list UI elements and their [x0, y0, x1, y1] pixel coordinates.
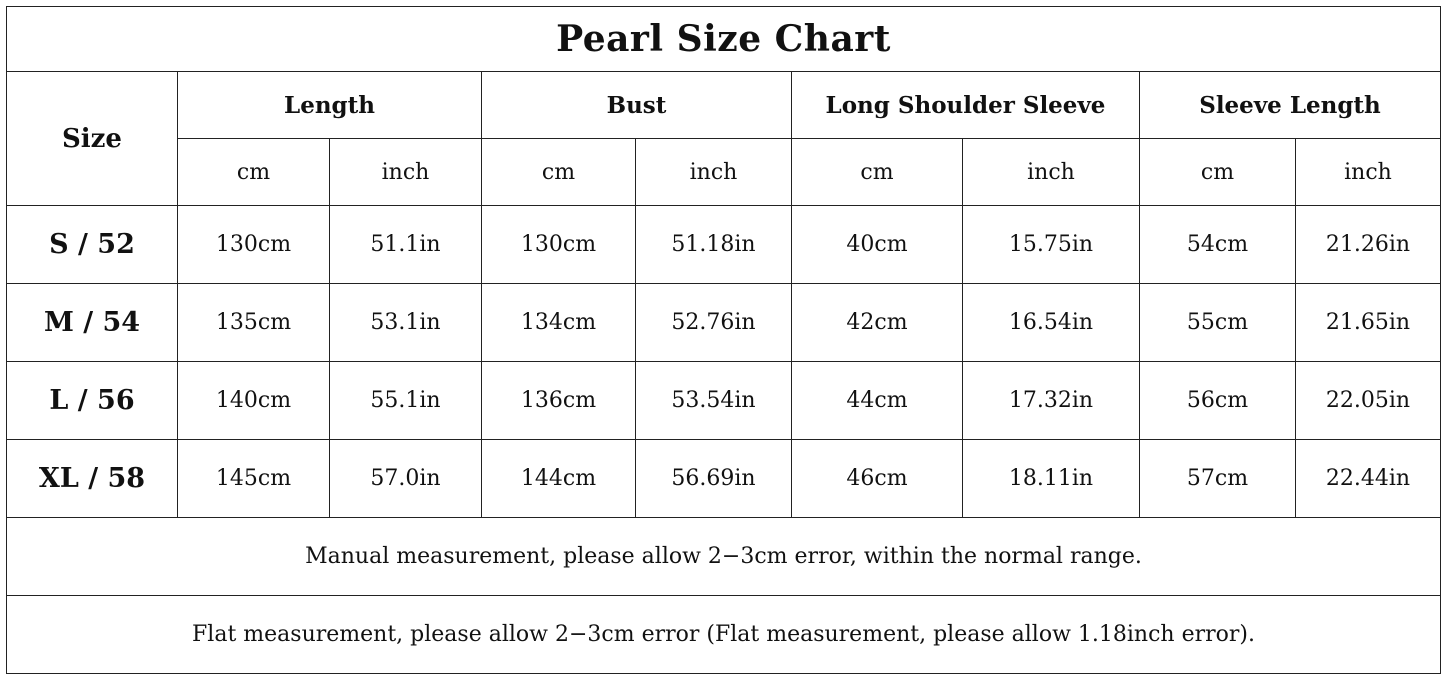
table-cell: 135cm	[178, 284, 330, 362]
table-cell: 55.1in	[330, 362, 482, 440]
table-cell: 130cm	[178, 206, 330, 284]
table-cell: 52.76in	[636, 284, 792, 362]
table-cell: 145cm	[178, 440, 330, 518]
group-header-length: Length	[178, 72, 482, 139]
table-cell: 22.44in	[1296, 440, 1441, 518]
unit-header: cm	[792, 139, 963, 206]
table-cell: 42cm	[792, 284, 963, 362]
size-label: M / 54	[7, 284, 178, 362]
table-row	[7, 206, 1441, 284]
table-cell: 136cm	[482, 362, 636, 440]
table-cell: 57cm	[1140, 440, 1296, 518]
table-cell: 56cm	[1140, 362, 1296, 440]
table-cell: 16.54in	[963, 284, 1140, 362]
note-manual-measurement: Manual measurement, please allow 2−3cm error, within the normal range.	[7, 518, 1441, 596]
group-header-sleeve-length: Sleeve Length	[1140, 72, 1441, 139]
table-cell: 140cm	[178, 362, 330, 440]
size-chart	[6, 6, 1440, 670]
table-cell: 40cm	[792, 206, 963, 284]
table-cell: 18.11in	[963, 440, 1140, 518]
table-cell: 46cm	[792, 440, 963, 518]
table-cell: 53.54in	[636, 362, 792, 440]
table-cell: 53.1in	[330, 284, 482, 362]
size-column-header: Size	[7, 72, 178, 206]
table-cell: 57.0in	[330, 440, 482, 518]
size-chart-table	[6, 6, 1441, 674]
unit-header: inch	[1296, 139, 1441, 206]
table-row	[7, 362, 1441, 440]
size-label: S / 52	[7, 206, 178, 284]
note-flat-measurement: Flat measurement, please allow 2−3cm error (Flat measurement, please allow 1.18inch error).	[7, 596, 1441, 674]
size-label: L / 56	[7, 362, 178, 440]
unit-header: cm	[178, 139, 330, 206]
table-cell: 54cm	[1140, 206, 1296, 284]
table-cell: 17.32in	[963, 362, 1140, 440]
table-cell: 51.1in	[330, 206, 482, 284]
table-cell: 44cm	[792, 362, 963, 440]
group-header-bust: Bust	[482, 72, 792, 139]
chart-title: Pearl Size Chart	[7, 7, 1441, 72]
unit-header: cm	[1140, 139, 1296, 206]
unit-header: cm	[482, 139, 636, 206]
table-cell: 21.65in	[1296, 284, 1441, 362]
unit-header: inch	[963, 139, 1140, 206]
table-cell: 56.69in	[636, 440, 792, 518]
table-row	[7, 440, 1441, 518]
table-row	[7, 284, 1441, 362]
table-cell: 22.05in	[1296, 362, 1441, 440]
group-header-long-shoulder-sleeve: Long Shoulder Sleeve	[792, 72, 1140, 139]
unit-header: inch	[636, 139, 792, 206]
table-cell: 21.26in	[1296, 206, 1441, 284]
size-label: XL / 58	[7, 440, 178, 518]
table-cell: 144cm	[482, 440, 636, 518]
table-cell: 55cm	[1140, 284, 1296, 362]
table-cell: 15.75in	[963, 206, 1140, 284]
unit-header: inch	[330, 139, 482, 206]
table-cell: 130cm	[482, 206, 636, 284]
table-cell: 134cm	[482, 284, 636, 362]
table-cell: 51.18in	[636, 206, 792, 284]
